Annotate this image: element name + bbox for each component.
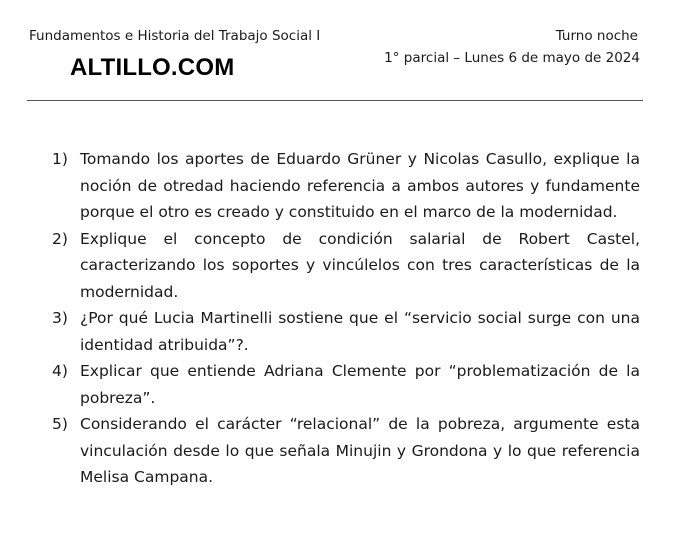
exam-shift: Turno noche [555,28,638,44]
question-item [52,358,640,411]
header-divider [27,100,643,101]
question-item [52,305,640,358]
site-logo: ALTILLO.COM [70,54,235,81]
question-text: Explique el concepto de condición salarial de Robert Castel, caracterizando los soportes y vincúlelos con tres características de la modernidad. [80,229,640,301]
question-text: Considerando el carácter “relacional” de la pobreza, argumente esta vinculación desde lo que señala Minujin y Grondona y lo que referencia Melisa Campana. [80,415,640,486]
question-text: ¿Por qué Lucia Martinelli sostiene que el “servicio social surge con una identidad atribuida”?. [80,309,640,354]
question-list [52,146,640,491]
exam-info: 1° parcial – Lunes 6 de mayo de 2024 [384,50,640,66]
question-number: 4) [52,362,68,380]
question-item [52,146,640,226]
question-text: Explicar que entiende Adriana Clemente por “problematización de la pobreza”. [80,362,640,407]
question-number: 1) [52,150,68,168]
question-number: 5) [52,415,68,433]
question-text: Tomando los aportes de Eduardo Grüner y Nicolas Casullo, explique la noción de otredad haciendo referencia a ambos autores y fundamente porque el otro es creado y constituido en el marco de la modernidad. [80,150,640,221]
question-item [52,226,640,306]
question-number: 2) [52,229,68,248]
question-number: 3) [52,309,68,327]
question-item [52,411,640,491]
course-title: Fundamentos e Historia del Trabajo Social I [29,28,321,44]
